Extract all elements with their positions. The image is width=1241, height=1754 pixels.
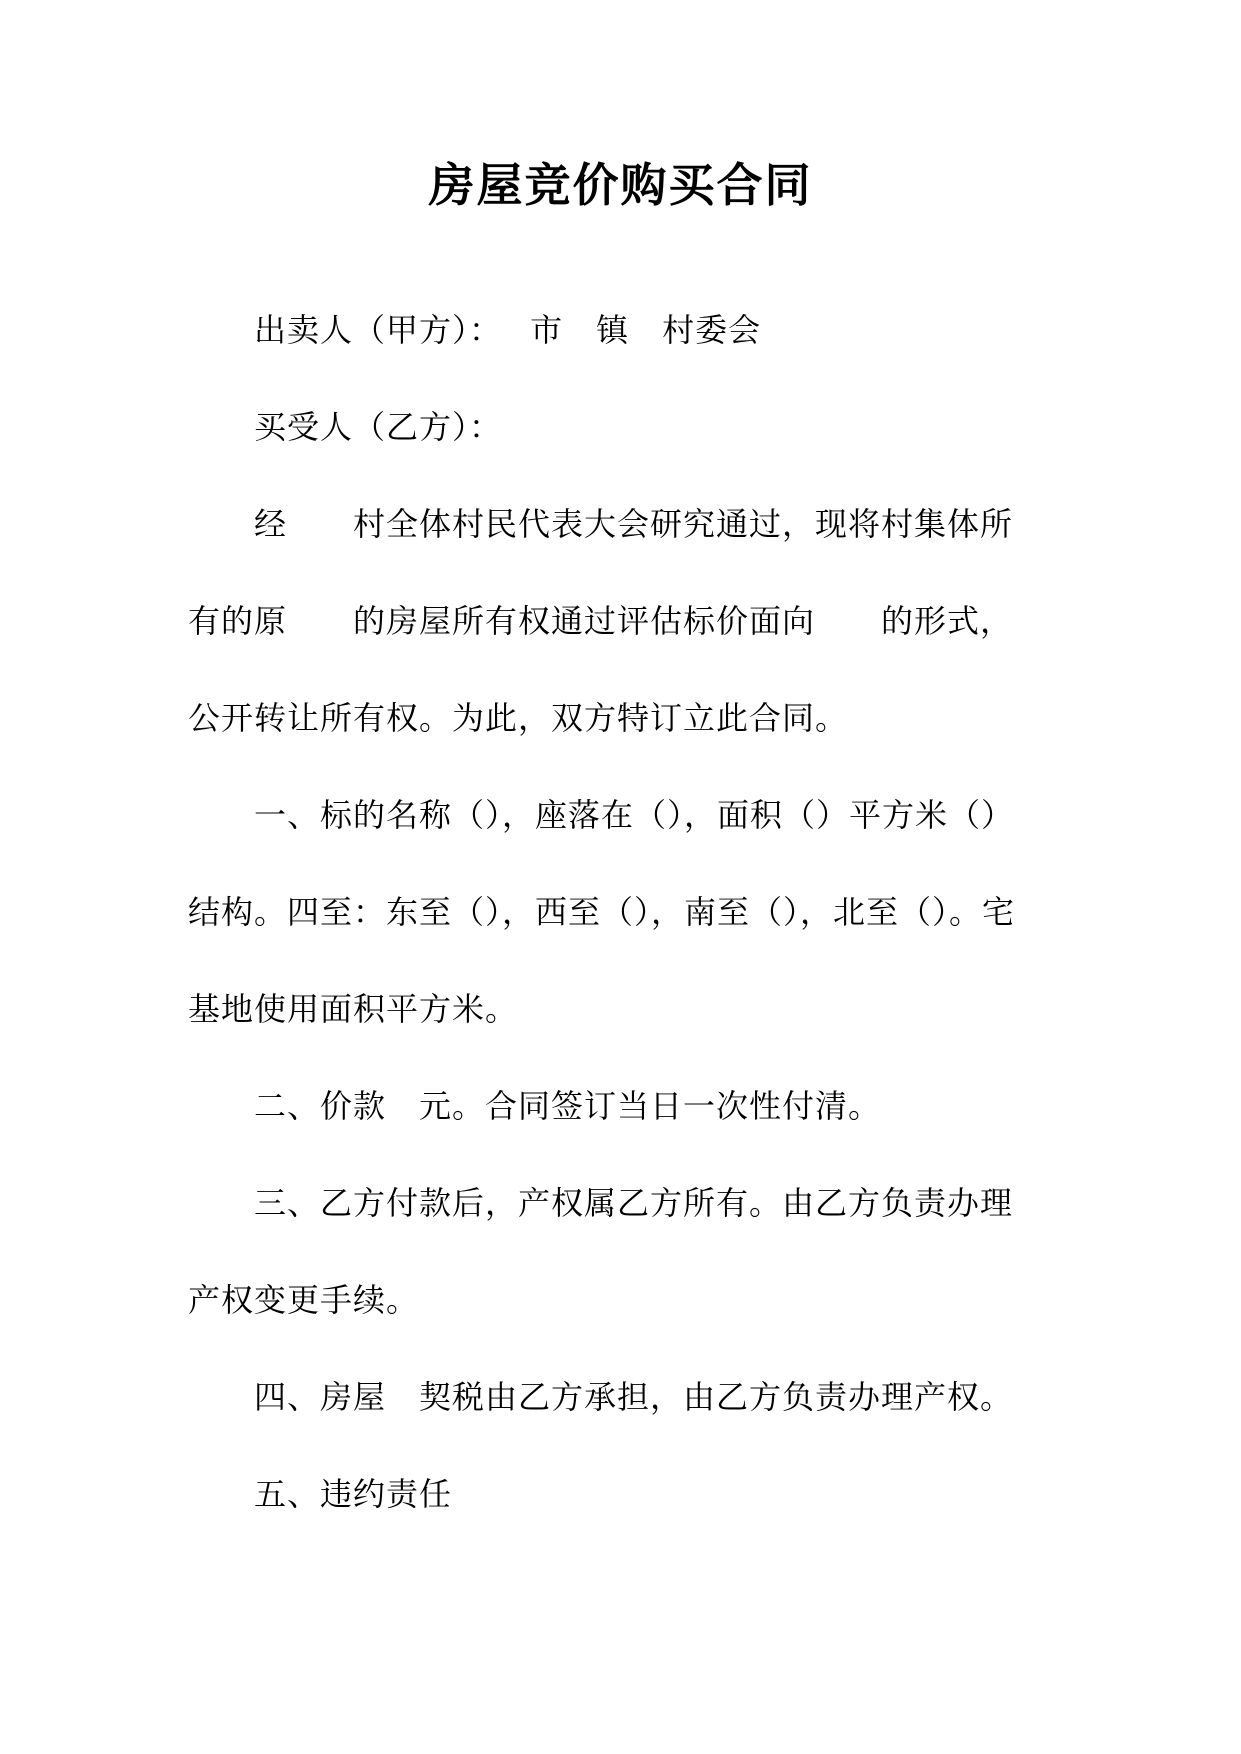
buyer-line: 买受人（乙方）： [254,408,503,446]
seller-line: 出卖人（甲方）： 市 镇 村委会 [254,311,762,349]
clause-1-line-3: 基地使用面积平方米。 [188,990,519,1028]
clause-1-line-1: 一、标的名称（），座落在（），面积（）平方米（） [254,796,1015,834]
clause-4-line: 四、房屋 契税由乙方承担，由乙方负责办理产权。 [254,1378,1014,1416]
preamble-line-2: 有的原 的房屋所有权通过评估标价面向 的形式， [188,602,1014,640]
clause-2-line: 二、价款 元。合同签订当日一次性付清。 [254,1087,882,1125]
document-title: 房屋竞价购买合同 [428,158,813,212]
clause-3-line-1: 三、乙方付款后，产权属乙方所有。由乙方负责办理 [254,1184,1014,1222]
clause-3-line-2: 产权变更手续。 [188,1281,420,1319]
clause-5-heading: 五、违约责任 [254,1475,453,1513]
preamble-line-1: 经 村全体村民代表大会研究通过，现将村集体所 [254,505,1014,543]
preamble-line-3: 公开转让所有权。为此，双方特订立此合同。 [188,699,849,737]
clause-1-line-2: 结构。四至：东至（），西至（），南至（），北至（）。宅 [188,893,1016,931]
